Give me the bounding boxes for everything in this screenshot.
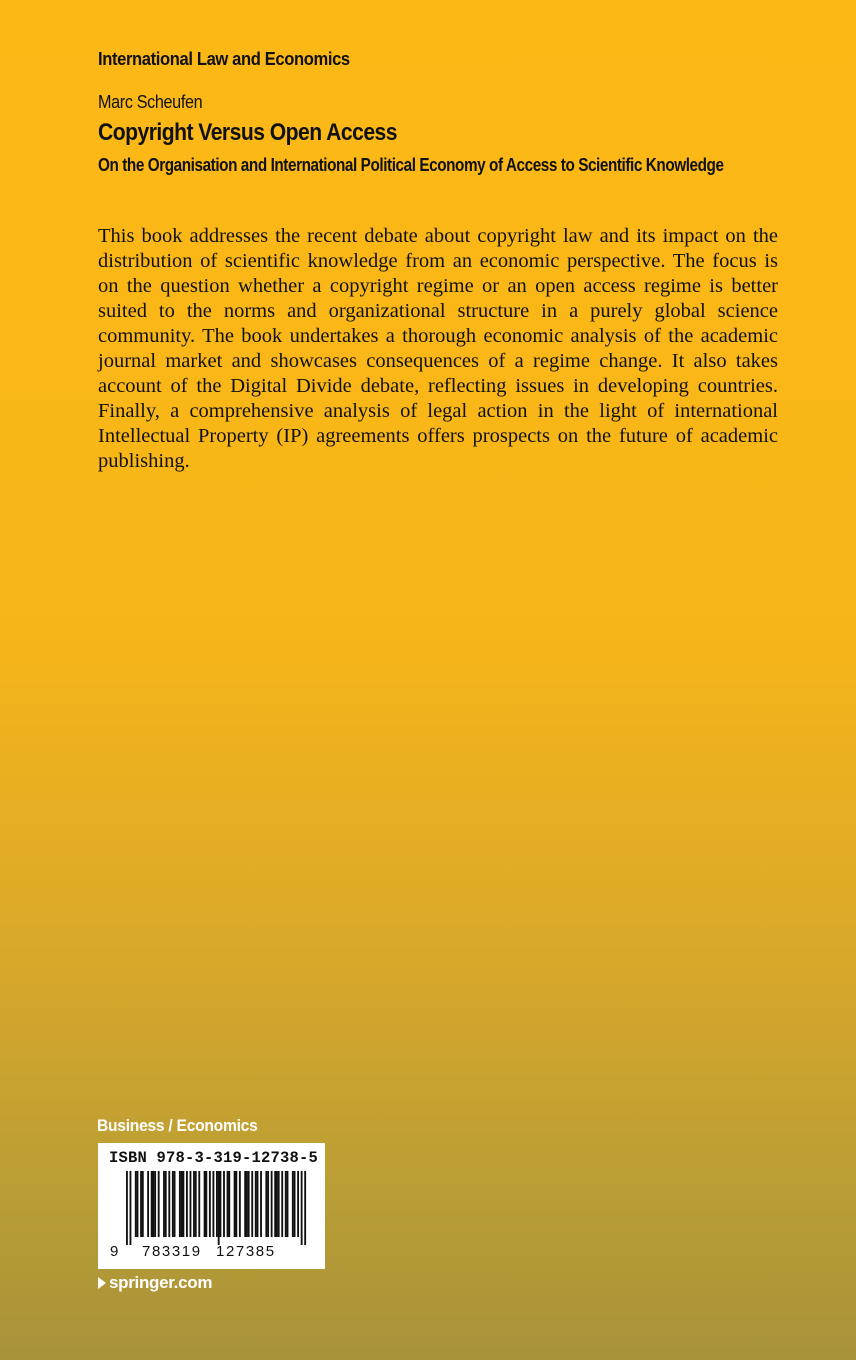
book-subtitle: On the Organisation and International Political Economy of Access to Scientific Knowledge — [98, 155, 724, 175]
book-description: This book addresses the recent debate about copyright law and its impact on the distribution of scientific knowledge from an economic perspective. The focus is on the question whether a copyright regime or an open access regime is better suited to the norms and organizational structure in a purely global science community. The book undertakes a thorough economic analysis of the academic journal market and showcases consequences of a regime change. It also takes account of the Digital Divide debate, reflecting issues in developing countries. Finally, a comprehensive analysis of legal action in the light of international Intellectual Property (IP) agreements offers prospects on the future of academic publishing. — [98, 225, 778, 472]
publisher-website-label: springer.com — [109, 1273, 213, 1292]
isbn-label: ISBN 978-3-319-12738-5 — [109, 1149, 319, 1167]
isbn-barcode — [98, 1143, 325, 1269]
triangle-right-icon — [98, 1277, 106, 1289]
book-title: Copyright Versus Open Access — [98, 119, 398, 146]
series-title: International Law and Economics — [98, 49, 350, 69]
subject-category: Business / Economics — [97, 1116, 258, 1135]
barcode-icon — [98, 1143, 325, 1269]
author-name: Marc Scheufen — [98, 92, 203, 112]
barcode-left-digits: 783319 — [142, 1243, 202, 1260]
barcode-first-digit: 9 — [110, 1243, 119, 1260]
publisher-website-link[interactable] — [98, 1273, 212, 1293]
barcode-right-digits: 127385 — [216, 1243, 276, 1260]
